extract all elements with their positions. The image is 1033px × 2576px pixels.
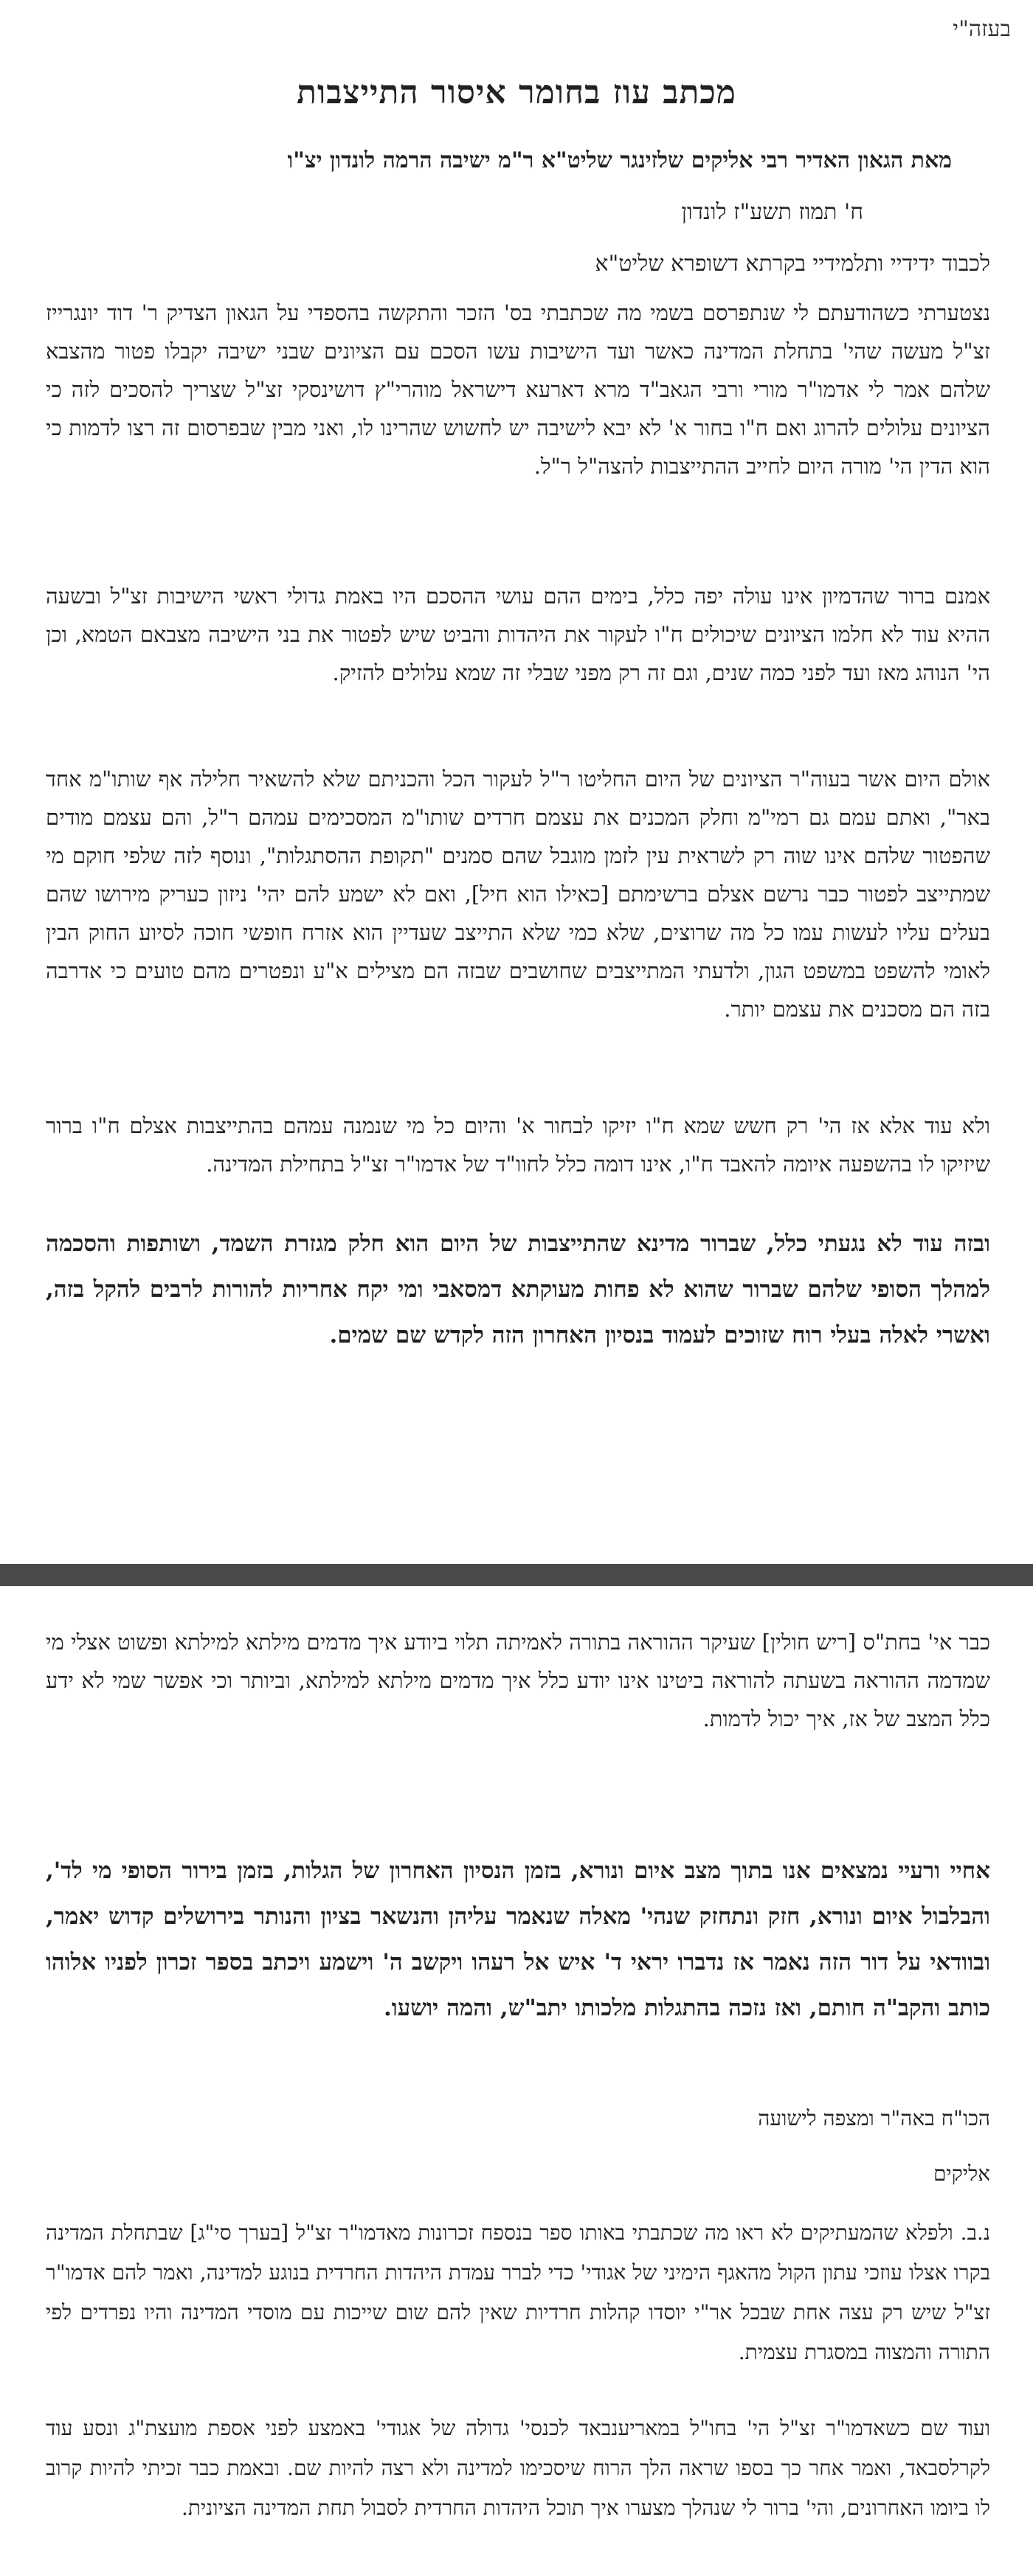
salutation: לכבוד ידידיי ותלמידיי בקרתא דשופרא שליט"א xyxy=(595,251,990,277)
paragraph-6: כבר אי' בחת"ס [ריש חולין] שעיקר ההוראה בתורה לאמיתה תלוי ביודע איך מדמים מילתא למילתא ופשוט אצלי מי שמדמה ההוראה בשעתה להוראה ביטינו אינו יודע כלל איך מדמים מילתא למילתא, וביותר וכי אפשר שמי לא ידע כלל המצב של אז, איך יכול לדמות. xyxy=(46,1630,990,1731)
paragraph-2: אמנם ברור שהדמיון אינו עולה יפה כלל, בימים ההם עושי ההסכם היו באמת גדולי ראשי הישיבות זצ"ל ובשעה ההיא עוד לא חלמו הציונים שיכולים ח"ו לעקור את היהדות והביט שיש לפטור את בני הישיבה מצבאם הטמא, וכן הי' הנוהג מאז ועד לפני כמה שנים, וגם זה רק מפני שבלי זה שמא עלולים להזיק. xyxy=(46,584,990,685)
letter-date: ח' תמוז תשע"ז לונדון xyxy=(681,199,863,225)
paragraph-3: אולם היום אשר בעוה"ר הציונים של היום החליטו ר"ל לעקור הכל והכניתם שלא להשאיר חלילה אף שותו"מ אחד באר", ואתם עמם גם רמי"מ וחלק המכנים את עצמם חרדים שותו"מ המסכימים עמהם ר"ל, והם עצמם מודים שהפטור שלהם אינו שוה רק לשראית עין לזמן מוגבל שהם סמנים "תקופת ההסתגלות", ונוסף לזה שלפי חוקם מי שמתייצב לפטור כבר נרשם אצלם ברשימתם [כאילו הוא חיל], ואם לא ישמע להם יהי' ניזון כעריק מירושו שהם בעלים עליו לעשות עמו כל מה שרוצים, שלא כמי שלא התייצב שעדיין הוא אזרח חופשי חוכה לסיוע החוק הבין לאומי להשפט במשפט הגון, ולדעתי המתייצבים שחושבים שבזה הם מצילים א"ע ונפטרים מהם טועים כי אדרבה בזה הם מסכנים את עצמם יותר. xyxy=(46,766,990,1022)
author-byline: מאת הגאון האדיר רבי אליקים שלזינגר שליט"א ר"מ ישיבה הרמה לונדון יצ"ו xyxy=(287,148,952,173)
letter-title: מכתב עוז בחומר איסור התייצבות xyxy=(297,74,736,111)
signature-name: אליקים xyxy=(933,2161,990,2186)
paragraph-4: ולא עוד אלא אז הי' רק חשש שמא ח"ו יזיקו לבחור א' והיום כל מי שנמנה עמהם בהתייצבות אצלם ח"ו ברור שיזיקו לו בהשפעה איומה להאבד ח"ו, אינו דומה כלל לחוו"ד של אדמו"ר זצ"ל בתחילת המדינה. xyxy=(46,1113,990,1177)
page-divider xyxy=(0,1564,1033,1586)
postscript-2: ועוד שם כשאדמו"ר זצ"ל הי' בחו"ל במאריענבאד לכנסי' גדולה של אגודי' באמצע לפני אספת מועצת"ג ונסע עוד לקרלסבאד, ואמר אחר כך בספו שראה הלך הרוח שיסכימו למדינה ולא רצה להיות שם. ובאמת כבר זכיתי להיות קרוב לו ביומו האחרונים, והי' ברור לי שנהלך מצערו איך תוכל היהדות החרדית לסבול תחת המדינה הציונית. xyxy=(46,2416,990,2520)
postscript-1: נ.ב. ולפלא שהמעתיקים לא ראו מה שכתבתי באותו ספר בנספח זכרונות מאדמו"ר זצ"ל [בערך סי"ג] שבתחלת המדינה בקרו אצלו עוזכי עתון הקול מהאגף הימיני של אגודי' כדי לברר עמדת היהדות החרדית בנוגע למדינה, ואמר להם אדמו"ר זצ"ל שיש רק עצה אחת שבכל אר"י יוסדו קהלות חרדיות שאין להם שום שייכות עם מוסדי המדינה והיו נפרדים לפי התורה והמצוה במסגרת עצמית. xyxy=(46,2220,990,2364)
bsd-header: בעזה"י xyxy=(953,16,1011,42)
closing-line: הכו"ח באה"ר ומצפה לישועה xyxy=(758,2106,990,2130)
letter-page-2 xyxy=(0,1586,1033,2576)
paragraph-1: נצטערתי כשהודעתם לי שנתפרסם בשמי מה שכתבתי בס' הזכר והתקשה בהספדי על הגאון הצדיק ר' דוד יונגרייז זצ"ל מעשה שהי' בתחלת המדינה כאשר ועד הישיבות עשו הסכם עם הציונים שבני ישיבה יקבלו פטור מהצבא שלהם אמר לי אדמו"ר מורי ורבי הגאב"ד מרא דארעא דישראל מוהרי"ץ דושינסקי זצ"ל שצריך להסכים לזה כי הציונים עלולים להרוג ואם ח"ו בחור א' לא יבא לישיבה יש לחשוש שהרינו לו, ואני מבין שבפרסום זה רצו לדמות כי הוא הדין הי' מורה היום לחייב ההתייצבות להצה"ל ר"ל. xyxy=(46,300,990,479)
paragraph-7-bold: אחיי ורעיי נמצאים אנו בתוך מצב איום ונורא, בזמן הנסיון האחרון של הגלות, בזמן בירור הסופי מי לד', והבלבול איום ונורא, חזק ונתחזק שנהי' מאלה שנאמר עליהן והנשאר בציון והנותר בירושלים קדוש יאמר, ובוודאי על דור הזה נאמר אז נדברו יראי ד' איש אל רעהו ויקשב ה' וישמע ויכתב בספר זכרון לפניו אלוהו כותב והקב"ה חותם, ואז נזכה בהתגלות מלכותו יתב"ש, והמה יושעו. xyxy=(46,1857,990,2021)
paragraph-5-bold: ובזה עוד לא נגעתי כלל, שברור מדינא שהתייצבות של היום הוא חלק מגזרת השמד, ושותפות והסכמה למהלך הסופי שלהם שברור שהוא לא פחות מעוקתא דמסאבי ומי יקח אחריות להורות לרבים להקל בזה, ואשרי לאלה בעלי רוח שזוכים לעמוד בנסיון האחרון הזה לקדש שם שמים. xyxy=(46,1230,990,1348)
